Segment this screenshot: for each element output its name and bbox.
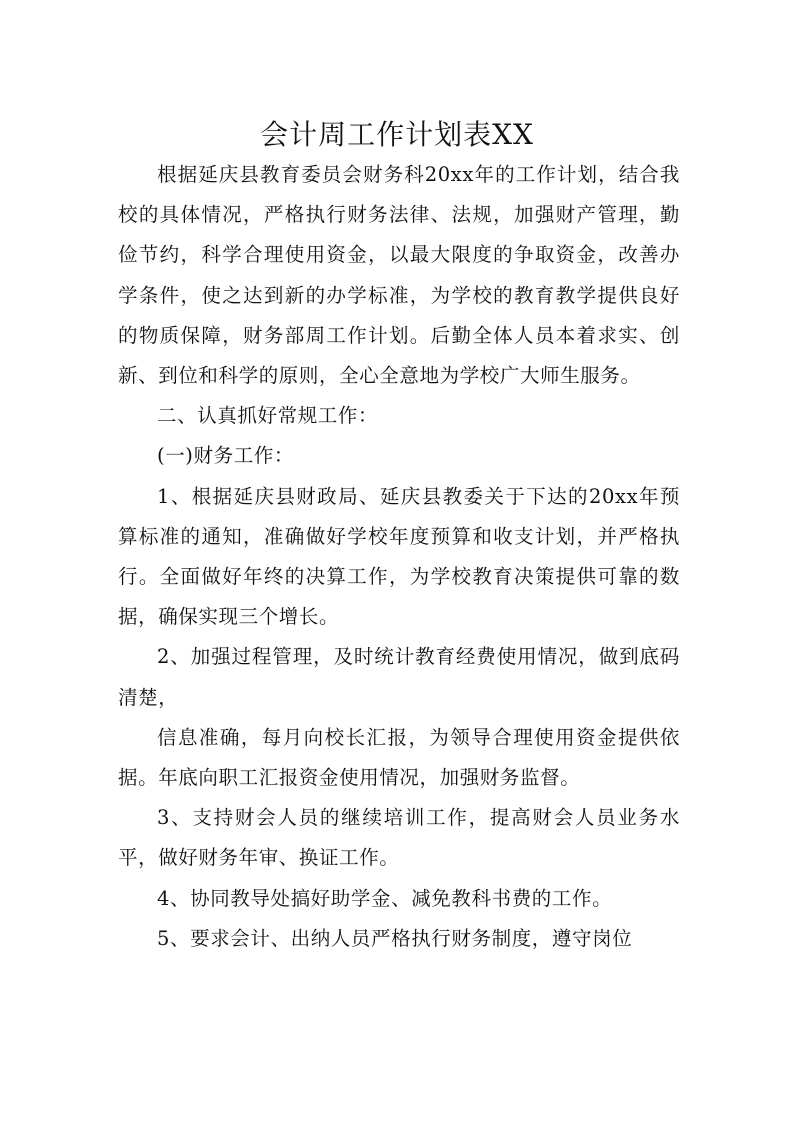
document-body — [118, 155, 680, 959]
paragraph-item-4: 4、协同教导处搞好助学金、减免教科书费的工作。 — [157, 886, 613, 910]
paragraph-item-3: 3、支持财会人员的继续培训工作，提高财会人员业务水平，做好财务年审、换证工作。 — [118, 806, 680, 870]
paragraph-subsection-heading: (一)财务工作： — [157, 444, 295, 468]
paragraph-item-5: 5、要求会计、出纳人员严格执行财务制度，遵守岗位 — [157, 926, 633, 950]
paragraph-item-2: 2、加强过程管理，及时统计教育经费使用情况，做到底码清楚， — [118, 645, 680, 709]
paragraph-intro: 根据延庆县教育委员会财务科20xx年的工作计划，结合我校的具体情况，严格执行财务法律、法规，加强财产管理，勤俭节约，科学合理使用资金，以最大限度的争取资金，改善办学条件，使之达到新的办学标准，为学校的教育教学提供良好的物质保障，财务部周工作计划。后勤全体人员本着求实、创新、到位和科学的原则，全心全意地为学校广大师生服务。 — [118, 163, 680, 388]
document-title: 会计周工作计划表XX — [260, 117, 534, 151]
paragraph-item-2-continued: 信息准确，每月向校长汇报，为领导合理使用资金提供依据。年底向职工汇报资金使用情况，加强财务监督。 — [118, 725, 680, 790]
paragraph-section-heading: 二、认真抓好常规工作： — [157, 404, 379, 428]
paragraph-item-1: 1、根据延庆县财政局、延庆县教委关于下达的20xx年预算标准的通知，准确做好学校年度预算和收支计划，并严格执行。全面做好年终的决算工作，为学校教育决策提供可靠的数据，确保实现三个增长。 — [118, 484, 680, 629]
